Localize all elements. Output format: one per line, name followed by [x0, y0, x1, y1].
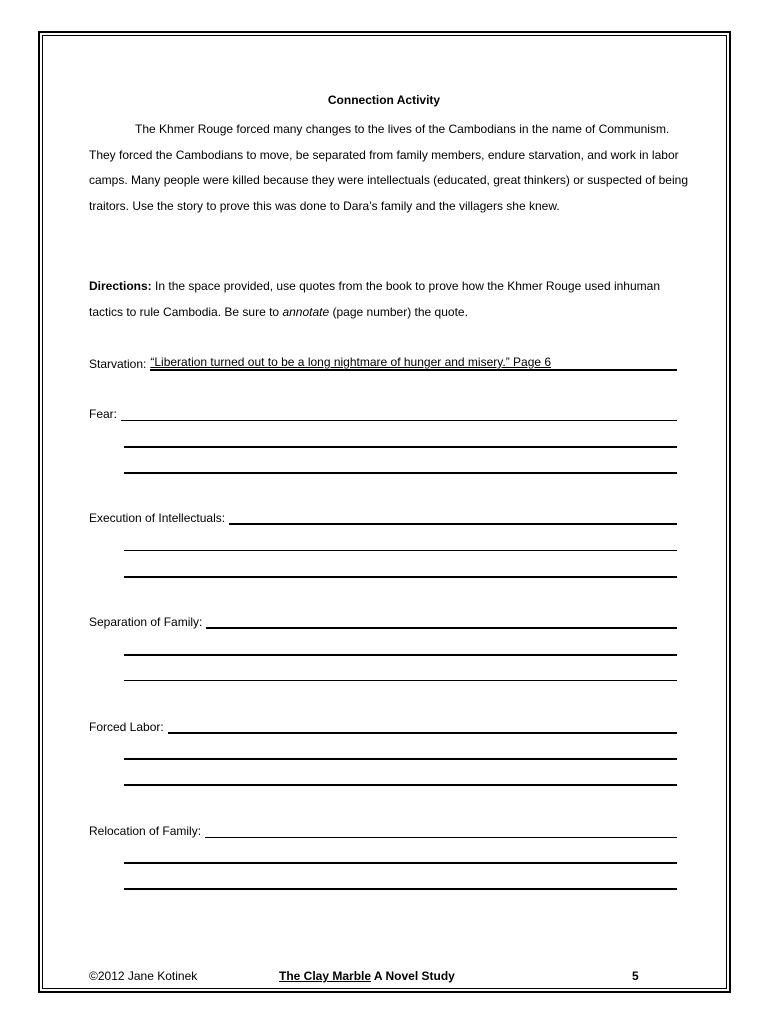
- directions-text-before: In the space provided, use quotes from the book to prove how the Khmer Rouge used inhuman tactics to rule Cambodia. Be sure to: [89, 279, 660, 319]
- field-forced-labor: [89, 718, 677, 734]
- field-execution: [89, 509, 677, 525]
- field-label-execution: Execution of Intellectuals:: [89, 511, 226, 525]
- answer-line-separation-2[interactable]: [124, 654, 677, 656]
- answer-line-forced-labor-2[interactable]: [124, 758, 677, 760]
- footer-copyright: ©2012 Jane Kotinek: [89, 969, 198, 983]
- answer-line-execution-1[interactable]: [229, 509, 677, 525]
- answer-line-relocation-3[interactable]: [124, 888, 677, 890]
- field-starvation: [89, 355, 677, 371]
- field-label-relocation: Relocation of Family:: [89, 824, 202, 838]
- field-label-starvation: Starvation:: [89, 357, 147, 371]
- intro-text: The Khmer Rouge forced many changes to the lives of the Cambodians in the name of Communism. They forced the Cambodians to move, be separated from family members, endure starvation, and work in labor camps. Many people were killed because they were intellectuals (educated, great thinkers) or suspected of being traitors. Use the story to prove this was done to Dara’s family and the villagers she knew.: [89, 122, 688, 213]
- answer-line-separation-1[interactable]: [206, 613, 677, 629]
- answer-line-execution-2[interactable]: [124, 550, 677, 551]
- answer-line-execution-3[interactable]: [124, 576, 677, 578]
- directions-emphasis: annotate: [282, 305, 330, 319]
- answer-line-forced-labor-3[interactable]: [124, 784, 677, 786]
- field-label-separation: Separation of Family:: [89, 615, 203, 629]
- field-fear: [89, 405, 677, 421]
- field-separation: [89, 613, 677, 629]
- footer-book-name: The Clay Marble: [279, 969, 372, 983]
- page-title: Connection Activity: [327, 93, 441, 107]
- field-label-forced-labor: Forced Labor:: [89, 720, 164, 734]
- answer-starvation[interactable]: [150, 355, 677, 371]
- footer-subtitle: A Novel Study: [371, 969, 455, 983]
- answer-line-fear-1[interactable]: [121, 406, 677, 421]
- field-label-fear: Fear:: [89, 407, 118, 421]
- directions-label: Directions:: [89, 279, 152, 293]
- intro-paragraph: [89, 117, 689, 219]
- answer-line-fear-2[interactable]: [124, 446, 677, 448]
- answer-line-relocation-1[interactable]: [205, 823, 677, 838]
- answer-line-fear-3[interactable]: [124, 472, 677, 474]
- answer-line-forced-labor-1[interactable]: [168, 718, 677, 734]
- footer-book-title: [279, 969, 455, 983]
- field-relocation: [89, 822, 677, 838]
- answer-text-starvation: “Liberation turned out to be a long nightmare of hunger and misery.” Page 6: [150, 355, 552, 369]
- directions-paragraph: [89, 273, 689, 325]
- footer-page-number: 5: [632, 969, 639, 983]
- directions-text-after: (page number) the quote.: [329, 305, 468, 319]
- answer-line-separation-3[interactable]: [124, 680, 677, 681]
- answer-line-relocation-2[interactable]: [124, 862, 677, 864]
